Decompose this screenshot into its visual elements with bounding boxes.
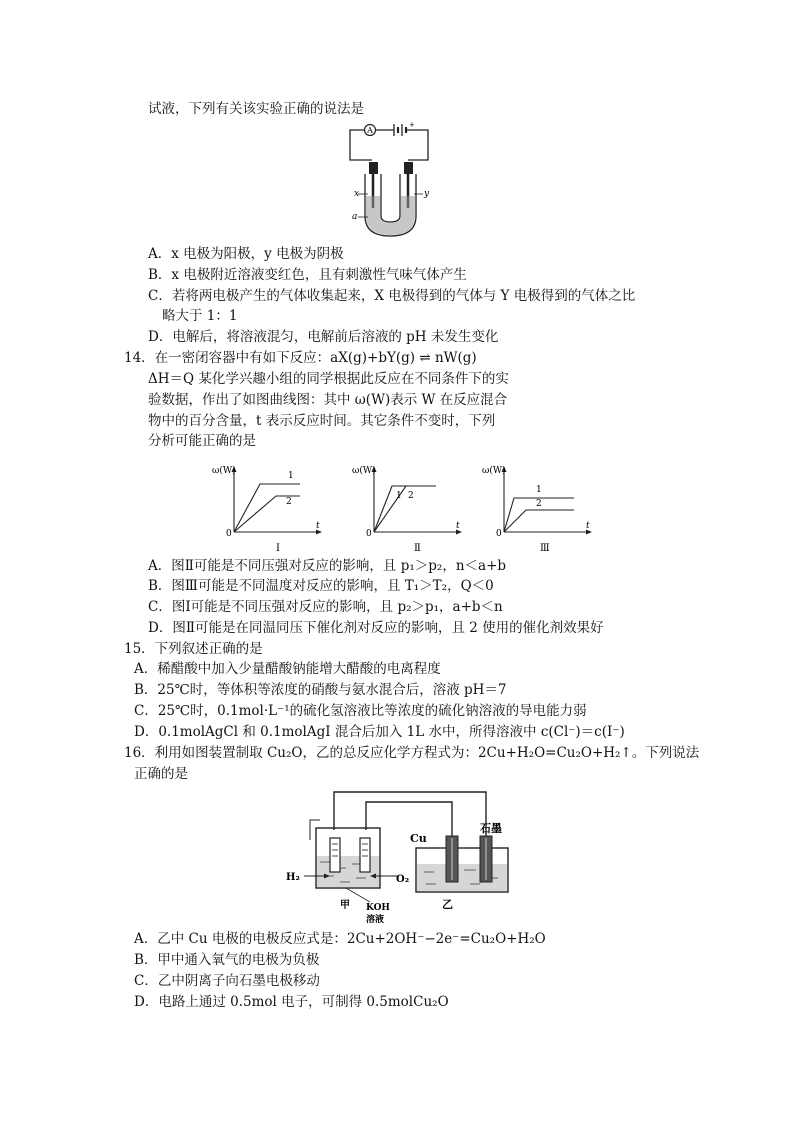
q16-option-c: C．乙中阴离子向石墨电极移动 <box>134 973 320 989</box>
q13-option-c-line1: C．若将两电极产生的气体收集起来，X 电极得到的气体与 Y 电极得到的气体之比 <box>148 288 636 304</box>
graph-iii-xlabel: t <box>586 521 590 531</box>
q13-stem-tail: 试液，下列有关该实验正确的说法是 <box>148 101 364 117</box>
q15-option-d: D．0.1molAgCl 和 0.1molAgI 混合后加入 1L 水中，所得溶液中 c(Cl⁻)＝c(I⁻) <box>134 724 625 740</box>
graph-ii-ylabel: ω(W) <box>352 466 376 476</box>
q13-option-c-line2: 略大于 1：1 <box>162 308 238 324</box>
q14-graph-i <box>210 460 330 556</box>
graph-i-ylabel: ω(W) <box>212 466 236 476</box>
q16-option-d: D．电路上通过 0.5mol 电子，可制得 0.5molCu₂O <box>134 994 449 1010</box>
graph-iii-caption: Ⅲ <box>540 543 550 554</box>
q14-line1: 14．在一密闭容器中有如下反应：aX(g)+bY(g) ⇌ nW(g) <box>124 350 477 366</box>
graph-iii-origin: 0 <box>496 529 502 539</box>
graphite-electrode-label: 石墨 <box>480 822 502 835</box>
graph-iii-curve1: 1 <box>536 485 542 495</box>
q13-option-a: A．x 电极为阳极，y 电极为阴极 <box>148 246 344 262</box>
q15-option-a: A．稀醋酸中加入少量醋酸钠能增大醋酸的电离程度 <box>134 661 441 677</box>
ammeter-label: A <box>367 126 373 135</box>
q14-option-d: D．图Ⅱ可能是在同温同压下催化剂对反应的影响，且 2 使用的催化剂效果好 <box>148 620 604 636</box>
q15-option-c: C．25℃时，0.1mol·L⁻¹的硫化氢溶液比等浓度的硫化钠溶液的导电能力弱 <box>134 703 587 719</box>
graph-i-curve2: 2 <box>286 497 292 507</box>
graph-i-curve1: 1 <box>288 471 294 481</box>
h2-label: H₂ <box>286 872 300 883</box>
q15-option-b: B．25℃时，等体积等浓度的硝酸与氨水混合后，溶液 pH＝7 <box>134 682 507 698</box>
o2-label: O₂ <box>396 874 410 885</box>
q15-stem: 15．下列叙述正确的是 <box>124 641 263 657</box>
yi-label: 乙 <box>442 898 453 911</box>
graph-i-xlabel: t <box>316 521 320 531</box>
koh-label: KOH <box>366 903 390 913</box>
q13-option-b: B．x 电极附近溶液变红色，且有刺激性气味气体产生 <box>148 267 467 283</box>
graph-i-caption: Ⅰ <box>276 543 280 554</box>
graph-ii-curve2: 2 <box>408 491 414 501</box>
jia-label: 甲 <box>340 900 350 911</box>
graph-ii-origin: 0 <box>366 529 372 539</box>
q16-option-b: B．甲中通入氧气的电极为负极 <box>134 952 320 968</box>
q16-line2: 正确的是 <box>134 766 188 782</box>
graph-ii-curve1: 1 <box>396 491 402 501</box>
cu2o-electrolysis-apparatus-figure <box>286 786 516 924</box>
q14-option-b: B．图Ⅲ可能是不同温度对反应的影响，且 T₁＞T₂，Q＜0 <box>148 578 494 594</box>
graph-iii-curve2: 2 <box>536 499 542 509</box>
q14-line2: ΔH＝Q 某化学兴趣小组的同学根据此反应在不同条件下的实 <box>148 371 509 387</box>
q14-line5: 分析可能正确的是 <box>148 433 256 449</box>
q14-line4: 物中的百分含量，t 表示反应时间。其它条件不变时，下列 <box>148 413 496 429</box>
q16-option-a: A．乙中 Cu 电极的电极反应式是：2Cu+2OH⁻−2e⁻=Cu₂O+H₂O <box>134 931 546 947</box>
cu-electrode-label: Cu <box>410 832 427 845</box>
electrode-x-label: x <box>354 189 360 199</box>
electrolysis-u-tube-figure <box>340 118 440 240</box>
solution-a-label: a <box>352 212 358 222</box>
q16-line1: 16．利用如图装置制取 Cu₂O，乙的总反应化学方程式为：2Cu+H₂O=Cu₂O+H₂↑。下列说法 <box>124 745 700 761</box>
q14-graph-ii <box>350 460 470 556</box>
q14-line3: 验数据，作出了如图曲线图：其中 ω(W)表示 W 在反应混合 <box>148 392 508 408</box>
q14-option-a: A．图Ⅱ可能是不同压强对反应的影响，且 p₁＞p₂，n＜a+b <box>148 558 507 574</box>
q13-option-d: D．电解后，将溶液混匀，电解前后溶液的 pH 未发生变化 <box>148 329 499 345</box>
q14-graph-iii <box>480 460 600 556</box>
q14-option-c: C．图Ⅰ可能是不同压强对反应的影响，且 p₂＞p₁，a+b＜n <box>148 599 503 615</box>
graph-i-origin: 0 <box>226 529 232 539</box>
graph-iii-ylabel: ω(W) <box>482 466 506 476</box>
svg-text:+: + <box>409 121 415 129</box>
graph-ii-caption: Ⅱ <box>414 543 421 554</box>
koh-solution-label: 溶液 <box>366 915 385 924</box>
electrode-y-label: y <box>424 189 430 199</box>
graph-ii-xlabel: t <box>456 521 460 531</box>
